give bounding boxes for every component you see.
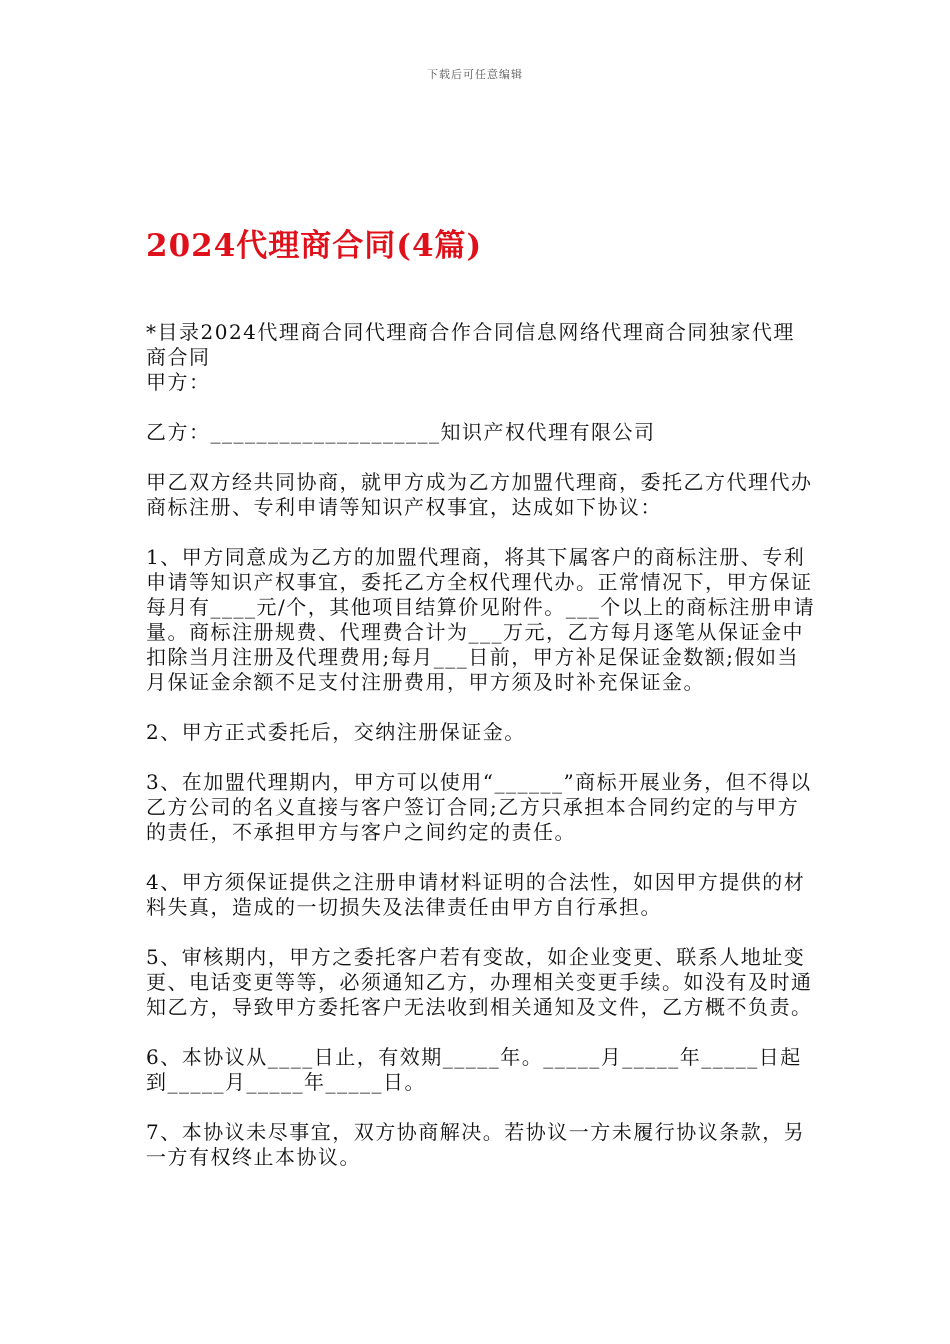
clause-5: 5、审核期内，甲方之委托客户若有变故，如企业变更、联系人地址变更、电话变更等等，必须通知乙方，办理相关变更手续。如没有及时通知乙方，导致甲方委托客户无法收到相关通知及文件，乙方概不负责。 (146, 945, 813, 1019)
clause-3: 3、在加盟代理期内，甲方可以使用“______”商标开展业务，但不得以乙方公司的名义直接与客户签订合同;乙方只承担本合同约定的与甲方的责任，不承担甲方与客户之间约定的责任。 (146, 770, 812, 844)
clause-4: 4、甲方须保证提供之注册申请材料证明的合法性，如因甲方提供的材料失真，造成的一切损失及法律责任由甲方自行承担。 (146, 870, 806, 919)
clause-6: 6、本协议从____日止，有效期_____年。_____月_____年_____日起到_____月_____年_____日。 (146, 1045, 802, 1094)
clause-2: 2、甲方正式委托后，交纳注册保证金。 (146, 720, 526, 744)
party-a-line: 甲方： (146, 370, 211, 394)
table-of-contents: *目录2024代理商合同代理商合作合同信息网络代理商合同独家代理商合同 (146, 320, 795, 369)
intro-paragraph: 甲乙双方经共同协商，就甲方成为乙方加盟代理商，委托乙方代理代办商标注册、专利申请等知识产权事宜，达成如下协议： (146, 470, 813, 519)
document-title: 2024代理商合同(4篇) (146, 228, 483, 264)
clause-1: 1、甲方同意成为乙方的加盟代理商，将其下属客户的商标注册、专利申请等知识产权事宜，委托乙方全权代理代办。正常情况下，甲方保证每月有____元/个，其他项目结算价见附件。___个以上的商标注册申请量。商标注册规费、代理费合计为___万元，乙方每月逐笔从保证金中扣除当月注册及代理费用;每月___日前，甲方补足保证金数额;假如当月保证金余额不足支付注册费用，甲方须及时补充保证金。 (146, 545, 816, 694)
document-body (146, 320, 816, 1195)
clause-7: 7、本协议未尽事宜，双方协商解决。若协议一方未履行协议条款，另一方有权终止本协议。 (146, 1120, 806, 1169)
header-note: 下载后可任意编辑 (427, 68, 523, 81)
party-b-line: 乙方：____________________知识产权代理有限公司 (146, 420, 656, 444)
